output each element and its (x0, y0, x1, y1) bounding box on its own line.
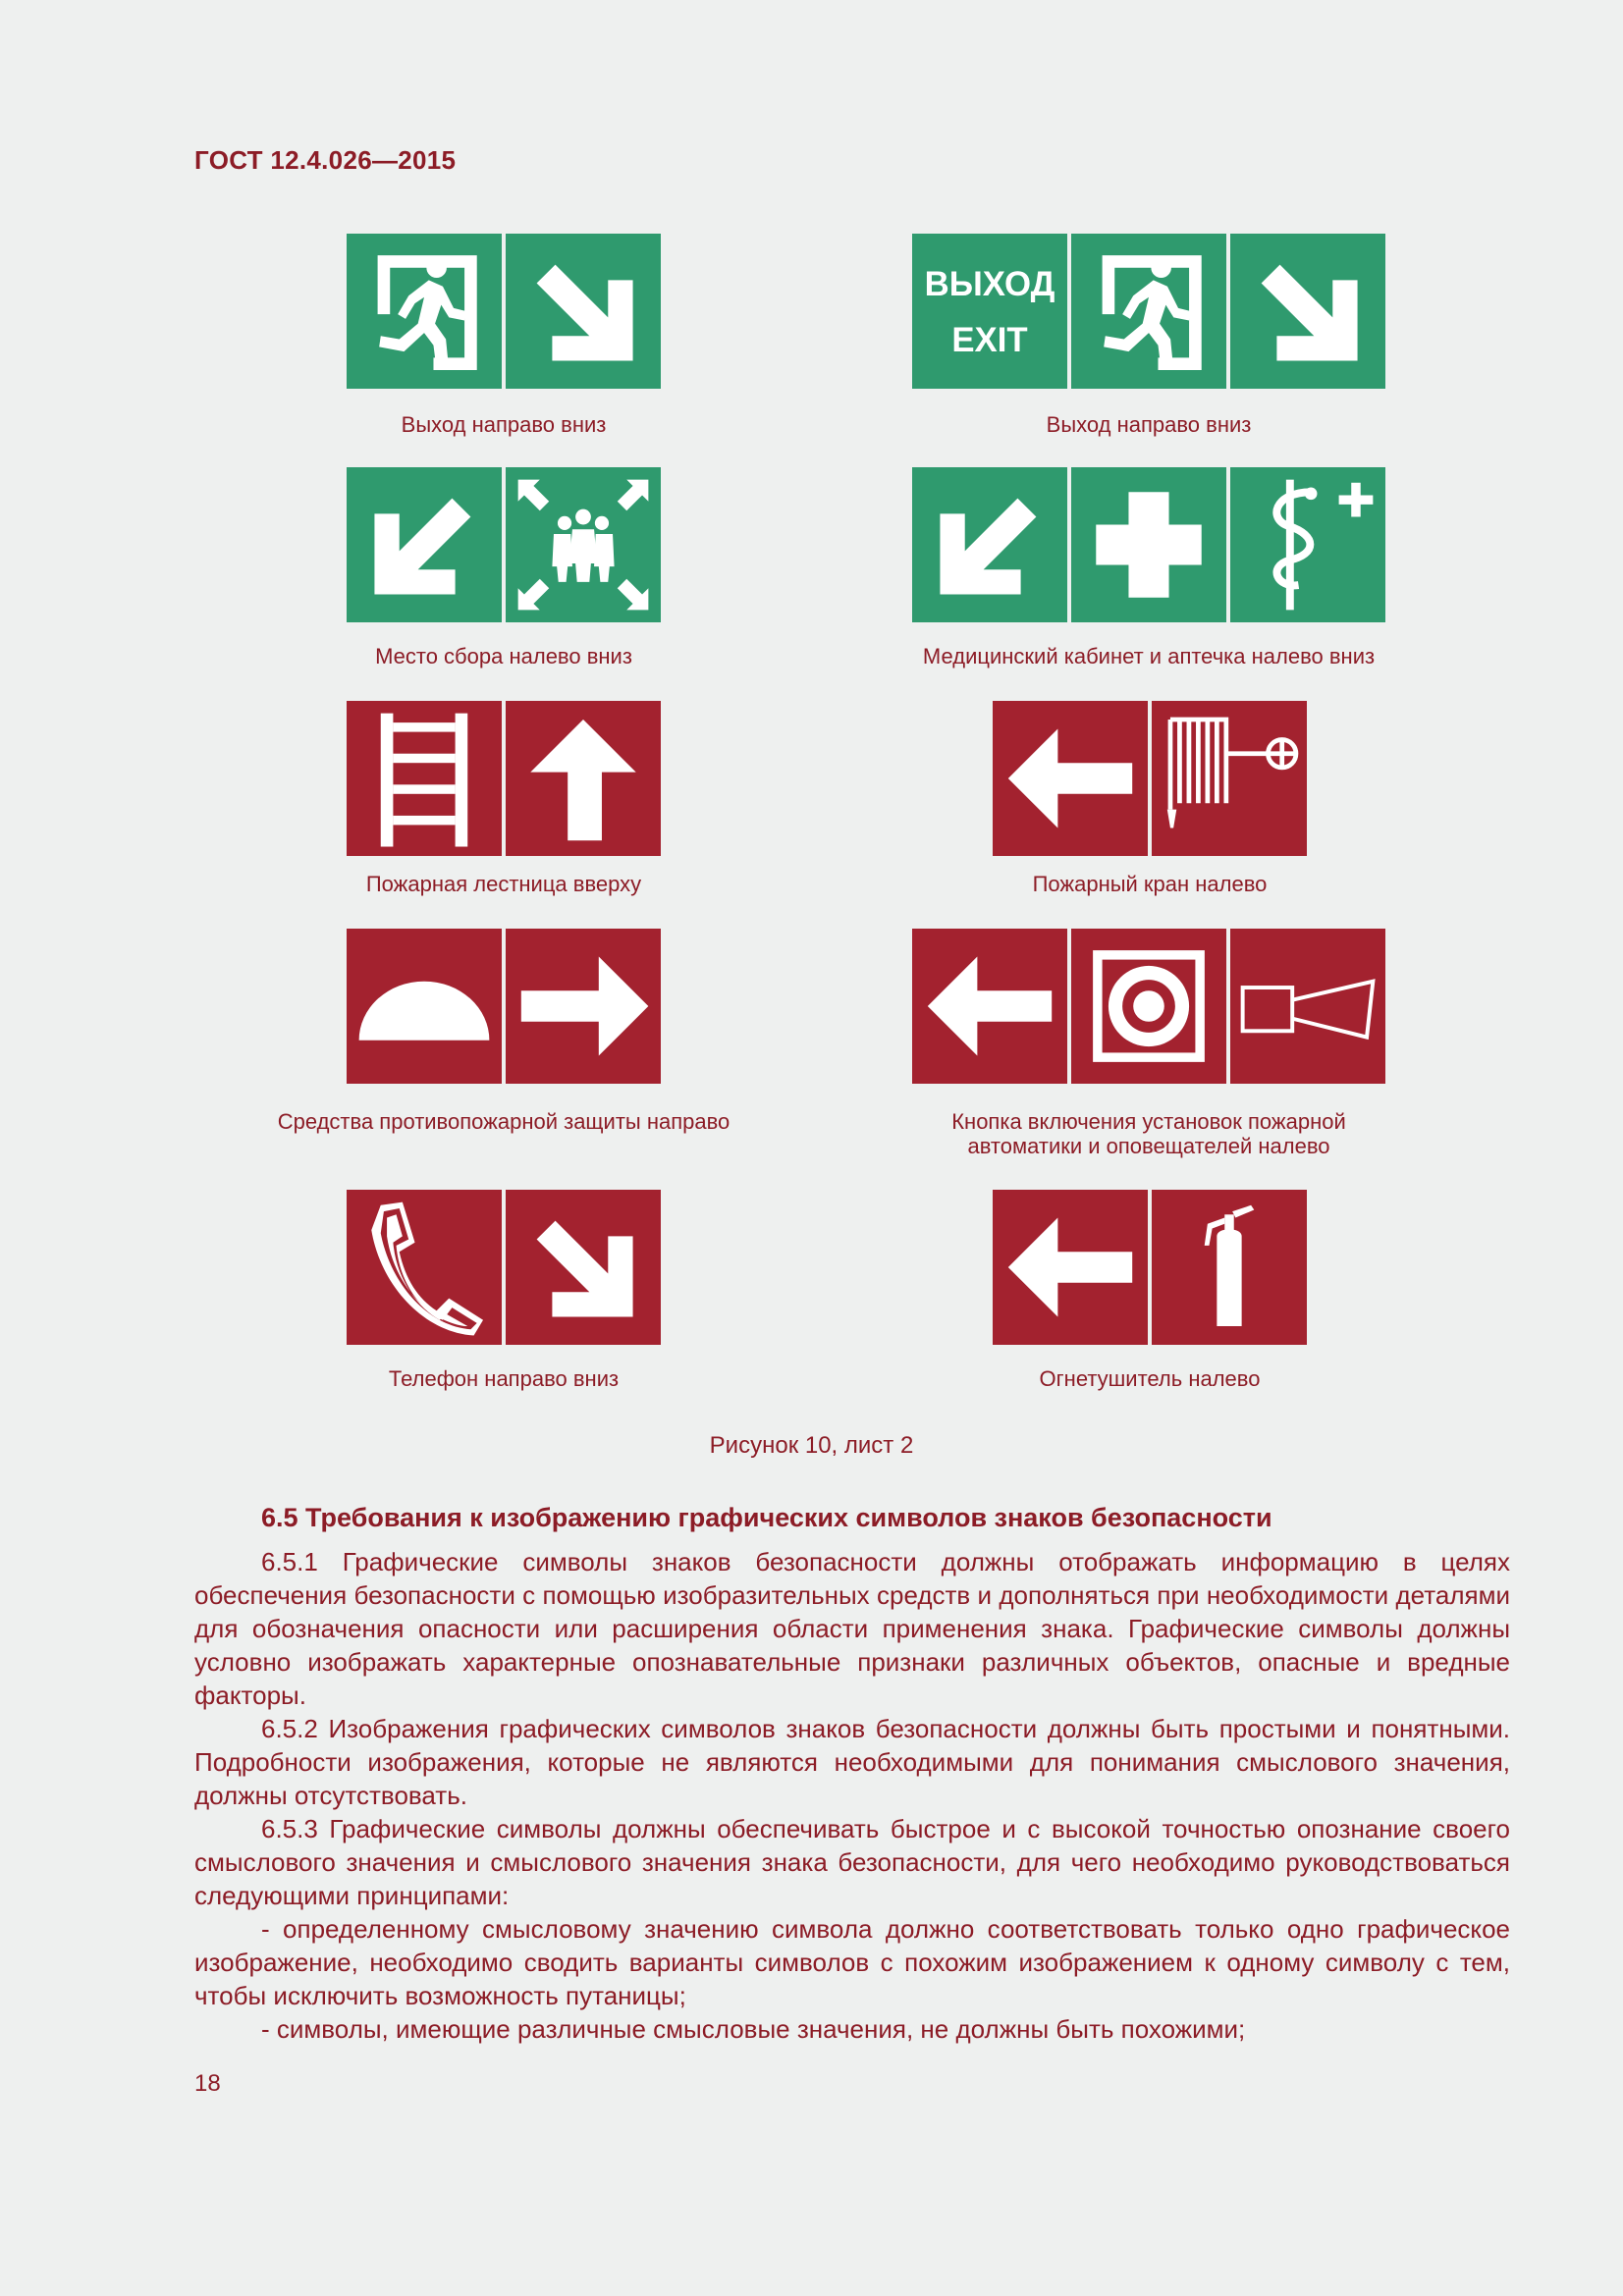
fire-hose-icon (1152, 701, 1307, 856)
arrow-left-icon (993, 701, 1148, 856)
sign-caption: Выход направо вниз (1046, 412, 1252, 437)
exit-text-ru: ВЫХОД (924, 266, 1055, 304)
exit-text-sign (912, 234, 1067, 389)
caduceus-icon (1230, 467, 1385, 622)
siren-horn-icon (1230, 929, 1385, 1084)
document-header: ГОСТ 12.4.026—2015 (194, 145, 457, 175)
fire-alarm-button-icon (1071, 929, 1226, 1084)
arrow-down-right-icon (1230, 234, 1385, 389)
sign-group-exit-down-right-1 (347, 234, 661, 389)
sign-caption-line-2: автоматики и оповещателей налево (967, 1134, 1330, 1158)
exit-running-man-icon (347, 234, 502, 389)
sign-caption: Пожарная лестница вверху (365, 872, 642, 896)
fire-extinguisher-icon (1152, 1190, 1307, 1345)
list-item-principle-1: - определенному смысловому значению символа должно соответствовать только одно графическое изображение, необходимо сводить варианты символов с похожим изображением к одному символу с тем, чтобы исключить возможность путаницы; (194, 1914, 1510, 2010)
sign-group-fire-alarm-left (912, 929, 1385, 1084)
sign-caption: Место сбора налево вниз (375, 644, 632, 668)
sign-caption: Медицинский кабинет и аптечка налево вниз (922, 644, 1376, 668)
sign-group-extinguisher-left (993, 1190, 1307, 1345)
section-heading: 6.5 Требования к изображению графических символов знаков безопасности (261, 1503, 1272, 1532)
arrow-down-left-icon (912, 467, 1067, 622)
sign-caption: Средства противопожарной защиты направо (277, 1109, 730, 1134)
sign-caption: Пожарный кран налево (1032, 872, 1268, 896)
fire-protection-dome-icon (347, 929, 502, 1084)
sign-group-exit-down-right-2 (912, 234, 1385, 389)
sign-caption-line-1: Кнопка включения установок пожарной (951, 1109, 1346, 1134)
assembly-point-icon (506, 467, 661, 622)
exit-text-en: EXIT (951, 322, 1028, 360)
sign-group-telephone-down-right (347, 1190, 661, 1345)
arrow-left-icon (993, 1190, 1148, 1345)
figure-caption: Рисунок 10, лист 2 (709, 1432, 914, 1459)
sign-group-fire-hydrant-left (993, 701, 1307, 856)
paragraph-6-5-1: 6.5.1 Графические символы знаков безопасности должны отображать информацию в целях обеспечения безопасности с помощью изобразительных средств и дополняться при необходимости деталями для обозначения опасности или расширения области применения знака. Графические символы должны условно изображать характерные опознавательные признаки различных объектов, опасные и вредные факторы. (194, 1547, 1510, 1710)
arrow-left-icon (912, 929, 1067, 1084)
telephone-handset-icon (347, 1190, 502, 1345)
arrow-down-left-icon (347, 467, 502, 622)
paragraph-6-5-3: 6.5.3 Графические символы должны обеспечивать быстрое и с высокой точностью опознание своего смыслового значения и смыслового значения знака безопасности, для чего необходимо руководствоваться следующими принципами: (194, 1814, 1510, 1910)
sign-caption: Выход направо вниз (401, 412, 607, 437)
arrow-up-icon (506, 701, 661, 856)
arrow-down-right-icon (506, 234, 661, 389)
fire-ladder-icon (347, 701, 502, 856)
first-aid-cross-icon (1071, 467, 1226, 622)
sign-caption: Огнетушитель налево (1039, 1366, 1261, 1391)
paragraph-6-5-2: 6.5.2 Изображения графических символов знаков безопасности должны быть простыми и понятными. Подробности изображения, которые не являются необходимыми для понимания смыслового значения, должны отсутствовать. (194, 1714, 1510, 1810)
section-body (194, 1545, 1510, 2046)
sign-group-fire-ladder-up (347, 701, 661, 856)
sign-group-medical-down-left (912, 467, 1385, 622)
list-item-principle-2: - символы, имеющие различные смысловые значения, не должны быть похожими; (261, 2014, 1246, 2044)
page-number: 18 (194, 2070, 221, 2097)
sign-group-assembly-down-left (347, 467, 661, 622)
sign-caption: Телефон направо вниз (388, 1366, 620, 1391)
arrow-down-right-icon (506, 1190, 661, 1345)
exit-running-man-icon (1071, 234, 1226, 389)
sign-group-fire-protection-right (347, 929, 661, 1084)
arrow-right-icon (506, 929, 661, 1084)
